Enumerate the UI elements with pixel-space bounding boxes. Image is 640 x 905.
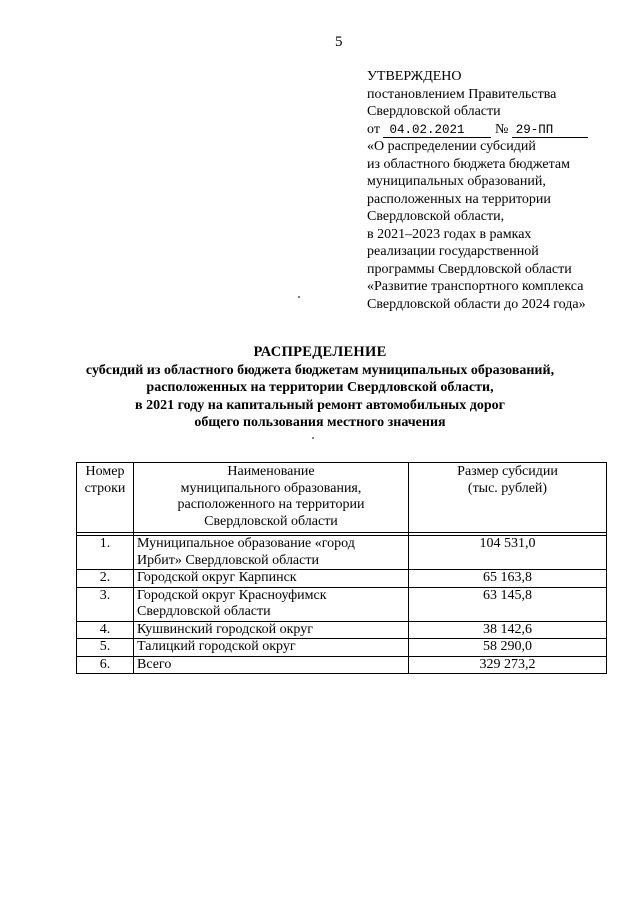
approval-block [367,68,627,313]
row-number: 2. [77,570,134,588]
table-row [77,639,607,657]
row-amount: 58 290,0 [409,639,607,657]
table-row [77,621,607,639]
row-number: 5. [77,639,134,657]
row-name [134,587,409,621]
header-text: Свердловской области [204,513,338,529]
row-name [134,536,409,570]
approval-title-line: Свердловской области до 2024 года» [367,296,586,312]
row-name-line: Городской округ Красноуфимск [137,587,327,603]
scan-speck [298,296,300,298]
header-amount [409,463,607,533]
row-name-line: Кушвинский городской округ [137,621,313,637]
row-name-line: Городской округ Карпинск [137,570,297,585]
approval-title-line: «О распределении субсидий [367,139,536,154]
row-name [134,639,409,657]
subsidy-table [76,462,607,674]
row-name-line: Ирбит» Свердловской области [137,552,319,568]
header-text: Наименование [227,464,315,479]
table-header-row [77,463,607,533]
row-number: 6. [77,656,134,674]
header-text: Размер субсидии [457,464,558,479]
row-amount: 63 145,8 [409,587,607,621]
page-number: 5 [335,34,343,50]
row-name [134,656,409,674]
row-name-line: Всего [137,656,172,672]
scan-speck [312,437,314,439]
header-text: расположенного на территории [177,497,365,512]
approval-line: Свердловской области [367,104,501,119]
row-amount: 104 531,0 [409,536,607,570]
header-text: строки [84,480,126,496]
row-name [134,570,409,588]
row-amount: 329 273,2 [409,656,607,674]
header-text: (тыс. рублей) [467,480,548,496]
row-name-line: Муниципальное образование «город [137,536,355,551]
document-title [0,344,640,432]
row-number: 3. [77,587,134,621]
approval-title-line: в 2021–2023 годах в рамках [367,226,532,242]
row-name-line: Свердловской области [137,604,271,619]
row-name-line: Талицкий городской округ [137,639,296,654]
document-title-line: общего пользования местного значения [194,415,446,430]
approval-title-line: Свердловской области, [367,209,505,224]
date-prefix: от [367,121,380,137]
row-amount: 38 142,6 [409,621,607,639]
header-text: Номер [85,464,125,479]
number-prefix: № [494,121,509,137]
table-row [77,587,607,621]
row-name [134,621,409,639]
approval-title-line: расположенных на территории [367,191,551,207]
approval-heading: УТВЕРЖДЕНО [367,69,462,84]
table-row-total [77,656,607,674]
row-number: 4. [77,621,134,639]
document-title-line: расположенных на территории Свердловской области, [146,380,494,395]
header-text: муниципального образования, [180,480,362,496]
table-row [77,570,607,588]
approval-line: постановлением Правительства [367,86,557,102]
approval-title-line: из областного бюджета бюджетам [367,156,570,172]
row-amount: 65 163,8 [409,570,607,588]
approval-title-line: программы Свердловской области [367,261,572,277]
approval-number: 29-ПП [512,124,588,138]
approval-title-line: «Развитие транспортного комплекса [367,279,584,294]
header-name [134,463,409,533]
document-title-line: в 2021 году на капитальный ремонт автомобильных дорог [135,397,505,413]
row-number: 1. [77,536,134,570]
approval-date-line [367,121,627,139]
approval-title-line: реализации государственной [367,244,539,259]
document-title-main: РАСПРЕДЕЛЕНИЕ [253,344,387,360]
document-title-line: субсидий из областного бюджета бюджетам муниципальных образований, [85,362,555,378]
header-number [77,463,134,533]
approval-title-line: муниципальных образований, [367,174,546,189]
table-row [77,536,607,570]
approval-date: 04.02.2021 [383,124,491,138]
